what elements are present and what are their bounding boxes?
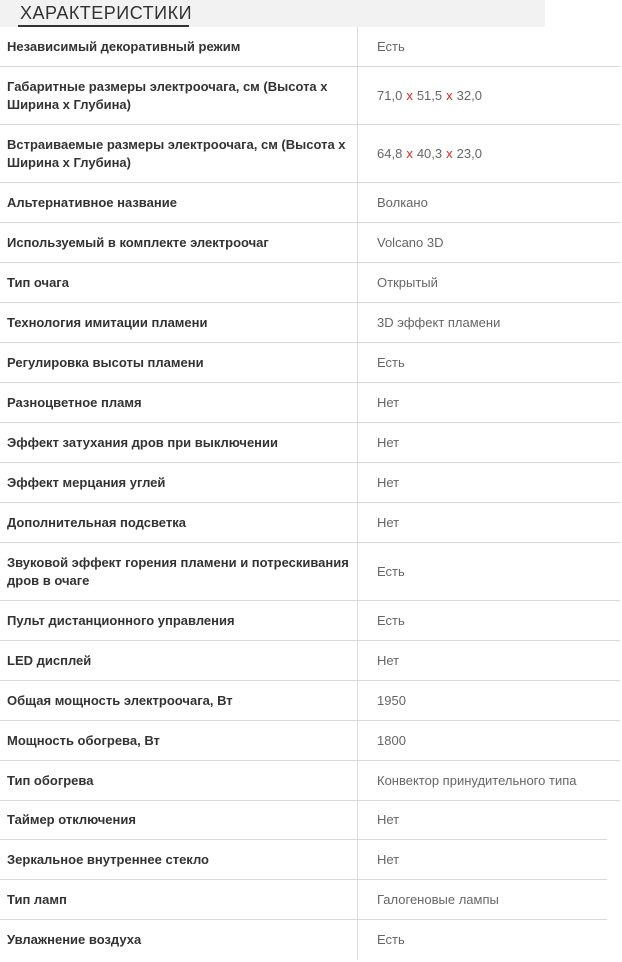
- spec-row: [0, 503, 620, 543]
- spec-label: Эффект затухания дров при выключении: [7, 434, 279, 450]
- spec-label: Дополнительная подсветка: [7, 514, 186, 530]
- dim-separator: x: [446, 145, 453, 161]
- spec-value: Конвектор принудительного типа: [357, 761, 620, 800]
- section-title: ХАРАКТЕРИСТИКИ: [20, 3, 193, 23]
- spec-label: Альтернативное название: [7, 194, 177, 210]
- spec-row: [0, 721, 620, 761]
- spec-row: [0, 383, 620, 423]
- spec-row: [0, 303, 620, 343]
- spec-value: Нет: [357, 383, 620, 422]
- spec-value: 1950: [357, 681, 620, 720]
- spec-label: Используемый в комплекте электроочаг: [7, 234, 269, 250]
- spec-label: Встраиваемые размеры электроочага, см (Высота х Ширина х Глубина): [7, 136, 346, 170]
- spec-value: Есть: [357, 601, 620, 640]
- dim-separator: x: [406, 87, 413, 103]
- spec-value: Нет: [357, 423, 620, 462]
- spec-row: [0, 880, 607, 920]
- spec-value: Волкано: [357, 183, 620, 222]
- spec-label: Габаритные размеры электроочага, см (Высота х Ширина х Глубина): [7, 78, 328, 112]
- spec-value: Нет: [357, 641, 620, 680]
- dim-separator: x: [446, 87, 453, 103]
- spec-value: Нет: [357, 840, 607, 879]
- dim-depth: 32,0: [456, 87, 482, 103]
- spec-label: Независимый декоративный режим: [7, 38, 241, 54]
- spec-value: Есть: [357, 27, 620, 66]
- spec-label: Тип очага: [7, 274, 69, 290]
- spec-value: Нет: [357, 463, 620, 502]
- spec-label: Технология имитации пламени: [7, 314, 208, 330]
- dim-width: 40,3: [416, 145, 443, 161]
- spec-value: Есть: [357, 920, 607, 960]
- spec-row: [0, 543, 620, 601]
- spec-row: [0, 920, 607, 960]
- spec-row: [0, 263, 620, 303]
- spec-row: [0, 125, 620, 183]
- spec-row: [0, 463, 620, 503]
- dim-depth: 23,0: [456, 145, 482, 161]
- spec-label: Тип обогрева: [7, 772, 94, 788]
- spec-value-dimensions: [357, 67, 620, 124]
- dim-height: 71,0: [377, 87, 403, 103]
- spec-value: Открытый: [357, 263, 620, 302]
- spec-row: [0, 840, 607, 880]
- spec-row: [0, 801, 607, 840]
- spec-label: Таймер отключения: [7, 812, 136, 827]
- spec-value: Есть: [357, 343, 620, 382]
- spec-label: Эффект мерцания углей: [7, 474, 166, 490]
- spec-row: [0, 601, 620, 641]
- spec-row: [0, 681, 620, 721]
- spec-label: Общая мощность электроочага, Вт: [7, 692, 233, 708]
- spec-label: Тип ламп: [7, 891, 67, 907]
- dim-height: 64,8: [377, 145, 403, 161]
- spec-value: Нет: [357, 801, 607, 839]
- spec-label: Разноцветное пламя: [7, 394, 142, 410]
- spec-value: 3D эффект пламени: [357, 303, 620, 342]
- specs-table: [0, 27, 620, 960]
- spec-row: [0, 27, 620, 67]
- spec-label: LED дисплей: [7, 652, 92, 668]
- spec-row: [0, 67, 620, 125]
- dim-width: 51,5: [416, 87, 443, 103]
- spec-label: Регулировка высоты пламени: [7, 354, 204, 370]
- spec-value: 1800: [357, 721, 620, 760]
- spec-label: Зеркальное внутреннее стекло: [7, 851, 210, 867]
- spec-label: Пульт дистанционного управления: [7, 612, 235, 628]
- spec-value: Нет: [357, 503, 620, 542]
- spec-row: [0, 343, 620, 383]
- dim-separator: x: [406, 145, 413, 161]
- spec-value-dimensions: [357, 125, 620, 182]
- spec-row: [0, 761, 620, 801]
- spec-label: Мощность обогрева, Вт: [7, 732, 160, 748]
- spec-row: [0, 641, 620, 681]
- spec-label: Увлажнение воздуха: [7, 932, 142, 947]
- spec-row: [0, 183, 620, 223]
- spec-value: Volcano 3D: [357, 223, 620, 262]
- spec-value: Есть: [357, 543, 620, 600]
- spec-row: [0, 223, 620, 263]
- spec-row: [0, 423, 620, 463]
- spec-label: Звуковой эффект горения пламени и потрескивания дров в очаге: [7, 554, 349, 588]
- spec-value: Галогеновые лампы: [357, 880, 607, 919]
